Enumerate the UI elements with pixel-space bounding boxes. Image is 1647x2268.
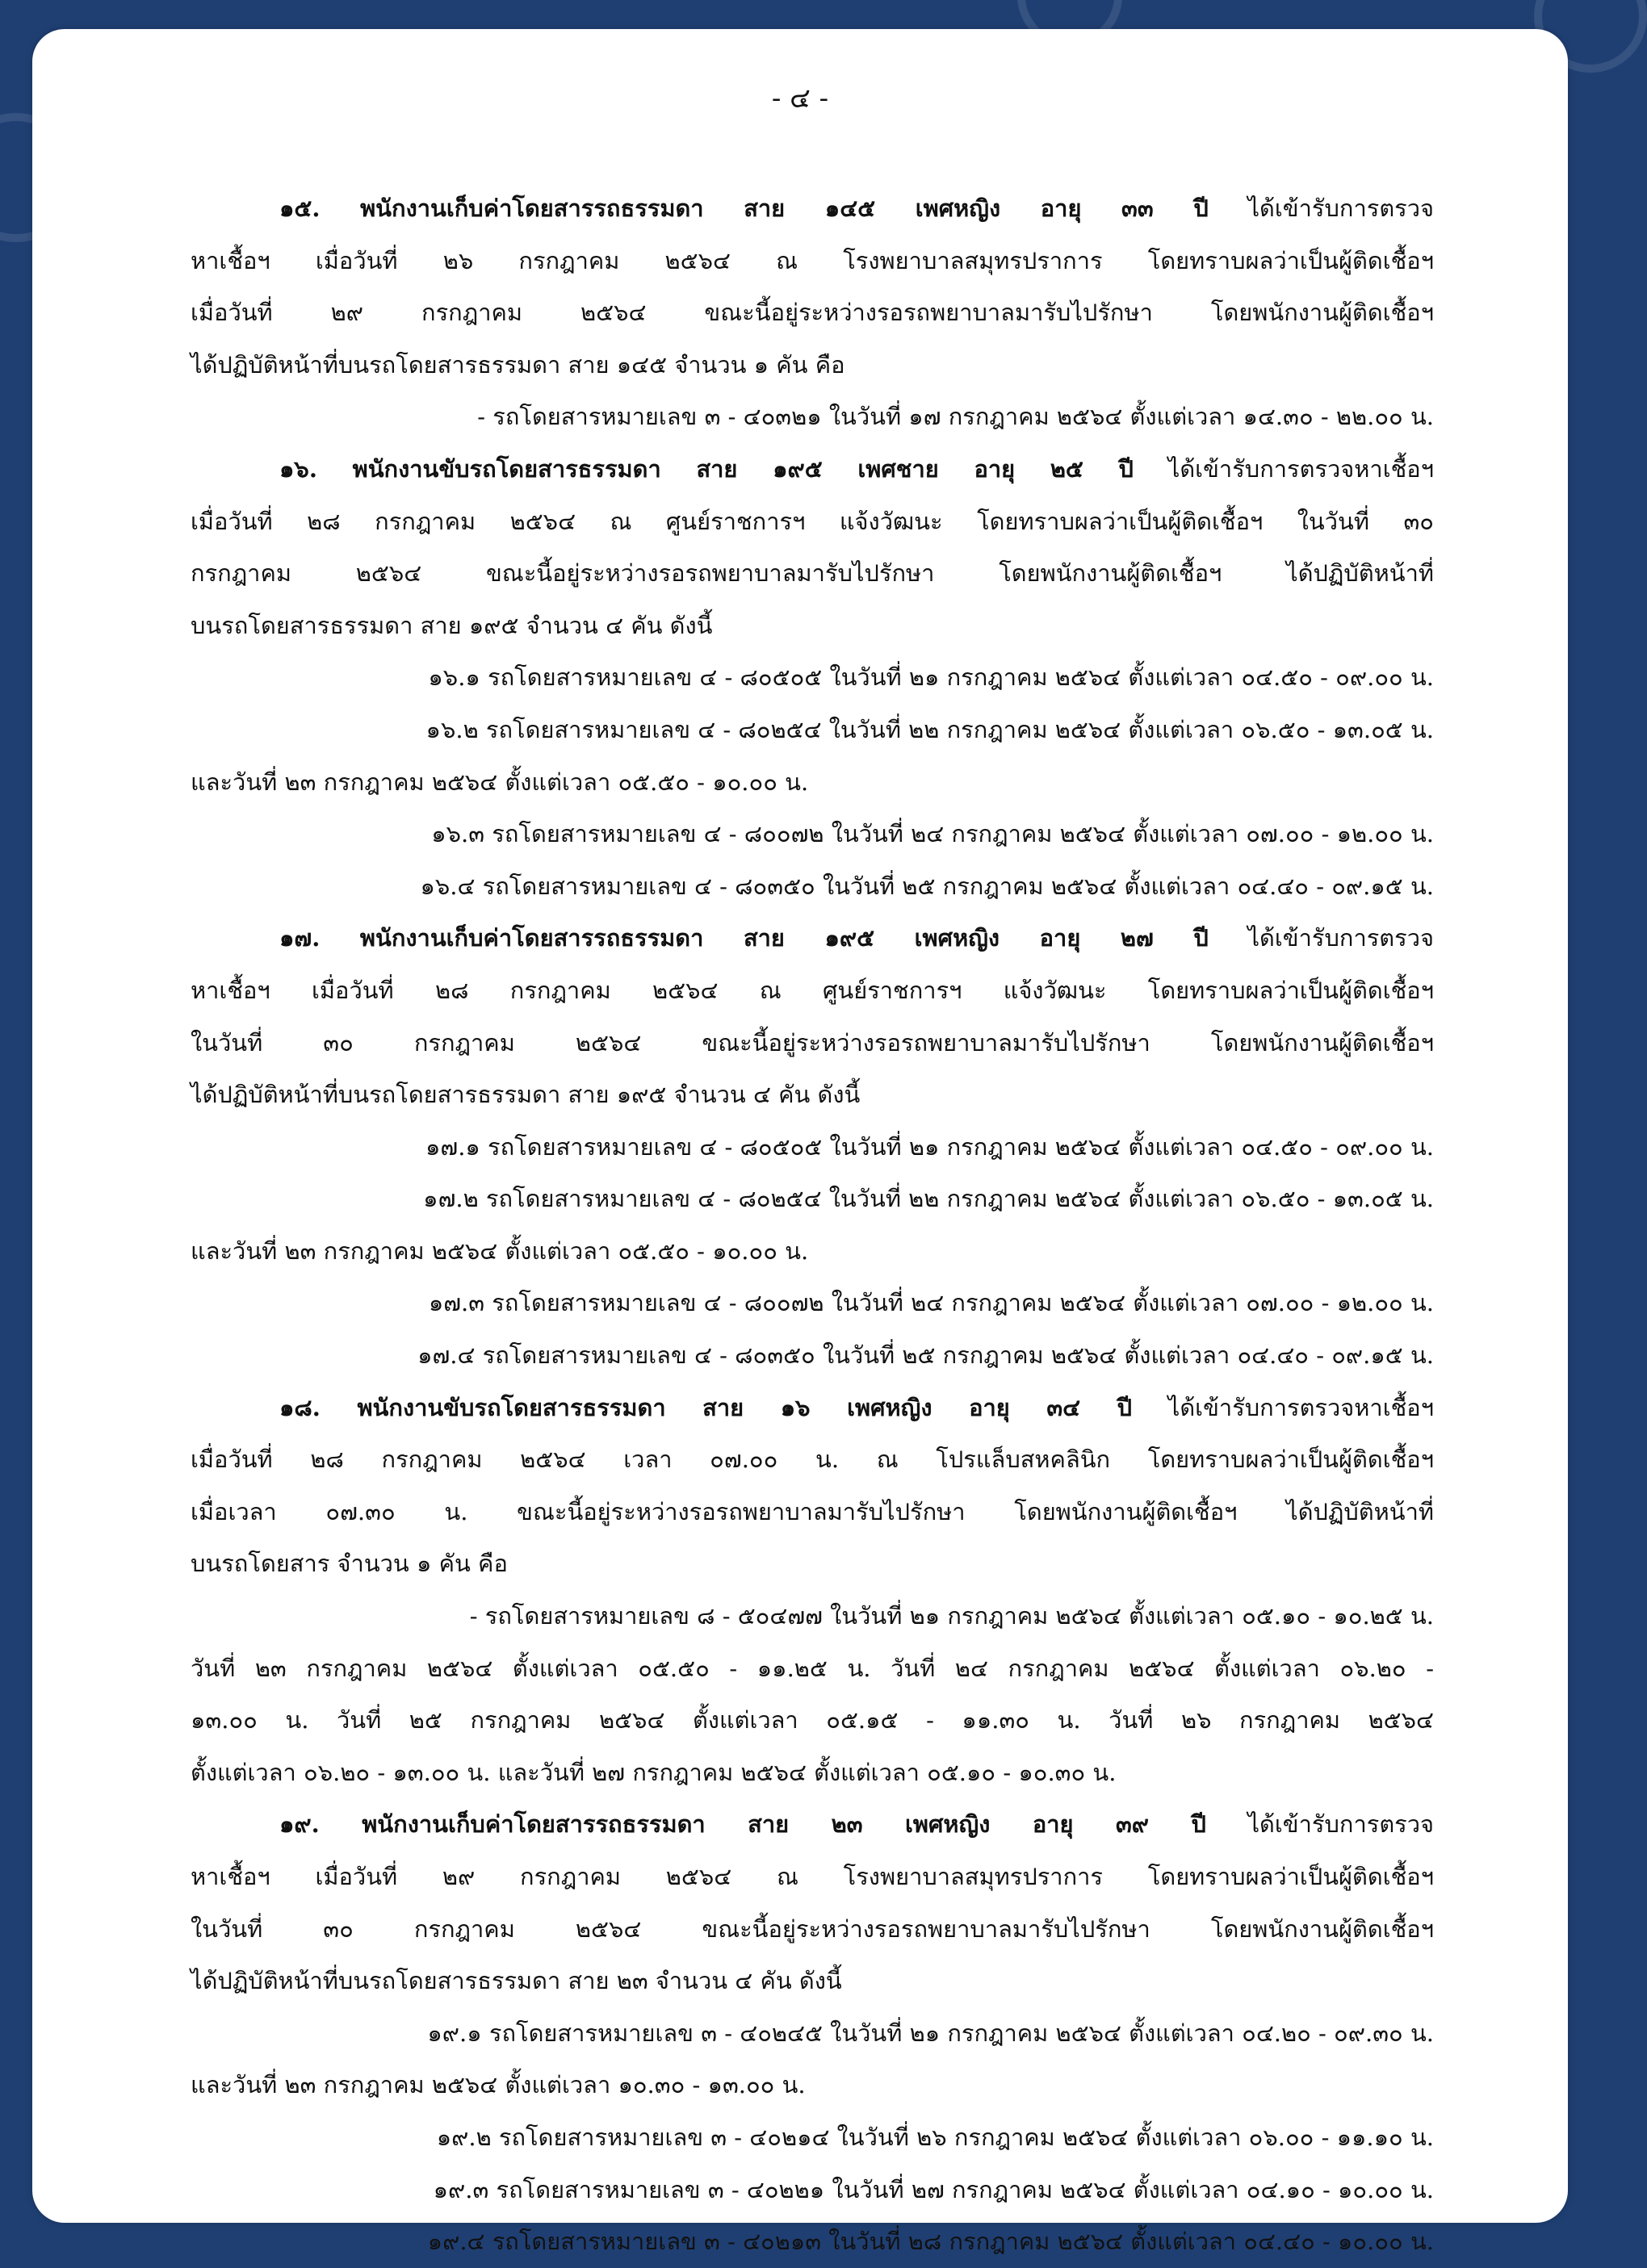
section-16-heading: ๑๖. พนักงานขับรถโดยสารธรรมดา สาย ๑๙๕ เพศชาย อายุ ๒๕ ปี bbox=[279, 454, 1134, 483]
section-17-heading: ๑๗. พนักงานเก็บค่าโดยสารรถธรรมดา สาย ๑๙๕ เพศหญิง อายุ ๒๗ ปี bbox=[279, 924, 1209, 952]
section-18-bus-item-cont-3: ตั้งแต่เวลา ๐๖.๒๐ - ๑๓.๐๐ น. และวันที่ ๒๗ กรกฎาคม ๒๕๖๔ ตั้งแต่เวลา ๐๕.๑๐ - ๑๐.๓๐ น. bbox=[191, 1758, 1117, 1786]
section-15-heading: ๑๕. พนักงานเก็บค่าโดยสารรถธรรมดา สาย ๑๔๕ เพศหญิง อายุ ๓๓ ปี bbox=[279, 195, 1209, 222]
section-19-bus-item-1-cont: และวันที่ ๒๓ กรกฎาคม ๒๕๖๔ ตั้งแต่เวลา ๑๐.๓๐ - ๑๓.๐๐ น. bbox=[191, 2071, 806, 2099]
section-16-bus-item-2-cont: และวันที่ ๒๓ กรกฎาคม ๒๕๖๔ ตั้งแต่เวลา ๐๕.๕๐ - ๑๐.๐๐ น. bbox=[191, 768, 809, 796]
section-17-bus-item-3: ๑๗.๓ รถโดยสารหมายเลข ๔ - ๘๐๐๗๒ ในวันที่ ๒๔ กรกฎาคม ๒๕๖๔ ตั้งแต่เวลา ๐๗.๐๐ - ๑๒.๐๐ น. bbox=[428, 1289, 1434, 1317]
section-19-bus-item-1: ๑๙.๑ รถโดยสารหมายเลข ๓ - ๔๐๒๔๕ ในวันที่ ๒๑ กรกฎาคม ๒๕๖๔ ตั้งแต่เวลา ๐๔.๒๐ - ๐๙.๓๐ น. bbox=[427, 2019, 1434, 2047]
section-18-line-3: เมื่อเวลา ๐๗.๓๐ น. ขณะนี้อยู่ระหว่างรอรถพยาบาลมารับไปรักษา โดยพนักงานผู้ติดเชื้อฯ ได้ปฏิบัติหน้าที่ bbox=[191, 1497, 1434, 1525]
section-16-bus-item-1: ๑๖.๑ รถโดยสารหมายเลข ๔ - ๘๐๕๐๕ ในวันที่ ๒๑ กรกฎาคม ๒๕๖๔ ตั้งแต่เวลา ๐๔.๕๐ - ๐๙.๐๐ น. bbox=[428, 663, 1434, 692]
section-17-bus-item-2-cont: และวันที่ ๒๓ กรกฎาคม ๒๕๖๔ ตั้งแต่เวลา ๐๕.๕๐ - ๑๐.๐๐ น. bbox=[191, 1237, 809, 1265]
section-19-bus-item-4: ๑๙.๔ รถโดยสารหมายเลข ๓ - ๔๐๒๑๓ ในวันที่ ๒๘ กรกฎาคม ๒๕๖๔ ตั้งแต่เวลา ๐๔.๔๐ - ๑๐.๐๐ น. bbox=[427, 2228, 1434, 2256]
section-18-bus-item: - รถโดยสารหมายเลข ๘ - ๕๐๔๗๗ ในวันที่ ๒๑ กรกฎาคม ๒๕๖๔ ตั้งแต่เวลา ๐๕.๑๐ - ๑๐.๒๕ น. bbox=[469, 1602, 1434, 1630]
section-19-bus-item-3: ๑๙.๓ รถโดยสารหมายเลข ๓ - ๔๐๒๒๑ ในวันที่ ๒๗ กรกฎาคม ๒๕๖๔ ตั้งแต่เวลา ๐๔.๑๐ - ๑๐.๐๐ น. bbox=[433, 2175, 1434, 2203]
section-15-line-1: ๑๕. พนักงานเก็บค่าโดยสารรถธรรมดา สาย ๑๔๕ เพศหญิง อายุ ๓๓ ปี ได้เข้ารับการตรวจ bbox=[279, 195, 1434, 222]
section-18-line-1: ๑๘. พนักงานขับรถโดยสารธรรมดา สาย ๑๖ เพศหญิง อายุ ๓๔ ปี ได้เข้ารับการตรวจหาเชื้อฯ bbox=[279, 1393, 1434, 1421]
section-16-line-1: ๑๖. พนักงานขับรถโดยสารธรรมดา สาย ๑๙๕ เพศชาย อายุ ๒๕ ปี ได้เข้ารับการตรวจหาเชื้อฯ bbox=[279, 454, 1434, 483]
section-16-line-2: เมื่อวันที่ ๒๘ กรกฎาคม ๒๕๖๔ ณ ศูนย์ราชการฯ แจ้งวัฒนะ โดยทราบผลว่าเป็นผู้ติดเชื้อฯ ในวันที่ ๓๐ bbox=[191, 507, 1434, 535]
section-17-line-3: ในวันที่ ๓๐ กรกฎาคม ๒๕๖๔ ขณะนี้อยู่ระหว่างรอรถพยาบาลมารับไปรักษา โดยพนักงานผู้ติดเชื้อฯ bbox=[191, 1028, 1434, 1057]
section-18-line-4: บนรถโดยสาร จำนวน ๑ คัน คือ bbox=[191, 1550, 508, 1578]
section-16-bus-item-2: ๑๖.๒ รถโดยสารหมายเลข ๔ - ๘๐๒๕๔ ในวันที่ ๒๒ กรกฎาคม ๒๕๖๔ ตั้งแต่เวลา ๐๖.๕๐ - ๑๓.๐๕ น. bbox=[425, 715, 1434, 743]
section-15-bus-item: - รถโดยสารหมายเลข ๓ - ๔๐๓๒๑ ในวันที่ ๑๗ กรกฎาคม ๒๕๖๔ ตั้งแต่เวลา ๑๔.๓๐ - ๒๒.๐๐ น. bbox=[477, 403, 1434, 431]
section-19-line-2: หาเชื้อฯ เมื่อวันที่ ๒๙ กรกฎาคม ๒๕๖๔ ณ โรงพยาบาลสมุทรปราการ โดยทราบผลว่าเป็นผู้ติดเชื้อฯ bbox=[191, 1863, 1434, 1890]
section-17-line-1: ๑๗. พนักงานเก็บค่าโดยสารรถธรรมดา สาย ๑๙๕ เพศหญิง อายุ ๒๗ ปี ได้เข้ารับการตรวจ bbox=[279, 924, 1434, 952]
section-16-line-4: บนรถโดยสารธรรมดา สาย ๑๙๕ จำนวน ๔ คัน ดังนี้ bbox=[191, 611, 713, 639]
section-18-bus-item-cont-2: ๑๓.๐๐ น. วันที่ ๒๕ กรกฎาคม ๒๕๖๔ ตั้งแต่เวลา ๐๕.๑๕ - ๑๑.๓๐ น. วันที่ ๒๖ กรกฎาคม ๒๕๖๔ bbox=[191, 1706, 1434, 1734]
section-17-bus-item-1: ๑๗.๑ รถโดยสารหมายเลข ๔ - ๘๐๕๐๕ ในวันที่ ๒๑ กรกฎาคม ๒๕๖๔ ตั้งแต่เวลา ๐๔.๕๐ - ๐๙.๐๐ น. bbox=[425, 1132, 1434, 1161]
section-17-bus-item-2: ๑๗.๒ รถโดยสารหมายเลข ๔ - ๘๐๒๕๔ ในวันที่ ๒๒ กรกฎาคม ๒๕๖๔ ตั้งแต่เวลา ๐๖.๕๐ - ๑๓.๐๕ น. bbox=[423, 1185, 1434, 1213]
section-15-line-4: ได้ปฏิบัติหน้าที่บนรถโดยสารธรรมดา สาย ๑๔๕ จำนวน ๑ คัน คือ bbox=[191, 350, 845, 379]
section-19-line-3: ในวันที่ ๓๐ กรกฎาคม ๒๕๖๔ ขณะนี้อยู่ระหว่างรอรถพยาบาลมารับไปรักษา โดยพนักงานผู้ติดเชื้อฯ bbox=[191, 1914, 1434, 1943]
document-body bbox=[191, 182, 1434, 2268]
section-15-line-2: หาเชื้อฯ เมื่อวันที่ ๒๖ กรกฎาคม ๒๕๖๔ ณ โรงพยาบาลสมุทรปราการ โดยทราบผลว่าเป็นผู้ติดเชื้อฯ bbox=[191, 246, 1434, 274]
section-16-line-3: กรกฎาคม ๒๕๖๔ ขณะนี้อยู่ระหว่างรอรถพยาบาลมารับไปรักษา โดยพนักงานผู้ติดเชื้อฯ ได้ปฏิบัติหน้าที่ bbox=[191, 559, 1434, 588]
section-16-bus-item-4: ๑๖.๔ รถโดยสารหมายเลข ๔ - ๘๐๓๕๐ ในวันที่ ๒๕ กรกฎาคม ๒๕๖๔ ตั้งแต่เวลา ๐๔.๔๐ - ๐๙.๑๕ น. bbox=[420, 872, 1434, 900]
section-19-line-4: ได้ปฏิบัติหน้าที่บนรถโดยสารธรรมดา สาย ๒๓ จำนวน ๔ คัน ดังนี้ bbox=[191, 1967, 842, 1995]
section-16-bus-item-3: ๑๖.๓ รถโดยสารหมายเลข ๔ - ๘๐๐๗๒ ในวันที่ ๒๔ กรกฎาคม ๒๕๖๔ ตั้งแต่เวลา ๐๗.๐๐ - ๑๒.๐๐ น. bbox=[431, 820, 1434, 848]
section-18-bus-item-cont-1: วันที่ ๒๓ กรกฎาคม ๒๕๖๔ ตั้งแต่เวลา ๐๕.๕๐ - ๑๑.๒๕ น. วันที่ ๒๔ กรกฎาคม ๒๕๖๔ ตั้งแต่เวลา ๐๖.๒๐ - bbox=[191, 1654, 1434, 1682]
section-15-line-3: เมื่อวันที่ ๒๙ กรกฎาคม ๒๕๖๔ ขณะนี้อยู่ระหว่างรอรถพยาบาลมารับไปรักษา โดยพนักงานผู้ติดเชื้อฯ bbox=[191, 299, 1434, 327]
page-number: - ๔ - bbox=[771, 82, 829, 115]
section-17-line-4: ได้ปฏิบัติหน้าที่บนรถโดยสารธรรมดา สาย ๑๙๕ จำนวน ๔ คัน ดังนี้ bbox=[191, 1081, 861, 1109]
section-18-heading: ๑๘. พนักงานขับรถโดยสารธรรมดา สาย ๑๖ เพศหญิง อายุ ๓๔ ปี bbox=[279, 1393, 1133, 1421]
document-page bbox=[32, 29, 1568, 2256]
section-19-bus-item-2: ๑๙.๒ รถโดยสารหมายเลข ๓ - ๔๐๒๑๔ ในวันที่ ๒๖ กรกฎาคม ๒๕๖๔ ตั้งแต่เวลา ๐๖.๐๐ - ๑๑.๑๐ น. bbox=[436, 2123, 1434, 2151]
section-18-line-2: เมื่อวันที่ ๒๘ กรกฎาคม ๒๕๖๔ เวลา ๐๗.๐๐ น. ณ โปรแล็บสหคลินิก โดยทราบผลว่าเป็นผู้ติดเชื้อฯ bbox=[191, 1446, 1434, 1474]
section-17-line-2: หาเชื้อฯ เมื่อวันที่ ๒๘ กรกฎาคม ๒๕๖๔ ณ ศูนย์ราชการฯ แจ้งวัฒนะ โดยทราบผลว่าเป็นผู้ติดเชื้อฯ bbox=[191, 976, 1434, 1004]
section-19-heading: ๑๙. พนักงานเก็บค่าโดยสารรถธรรมดา สาย ๒๓ เพศหญิง อายุ ๓๙ ปี bbox=[279, 1810, 1206, 1839]
section-19-line-1: ๑๙. พนักงานเก็บค่าโดยสารรถธรรมดา สาย ๒๓ เพศหญิง อายุ ๓๙ ปี ได้เข้ารับการตรวจ bbox=[279, 1810, 1435, 1839]
section-17-bus-item-4: ๑๗.๔ รถโดยสารหมายเลข ๔ - ๘๐๓๕๐ ในวันที่ ๒๕ กรกฎาคม ๒๕๖๔ ตั้งแต่เวลา ๐๔.๔๐ - ๐๙.๑๕ น. bbox=[417, 1341, 1434, 1370]
